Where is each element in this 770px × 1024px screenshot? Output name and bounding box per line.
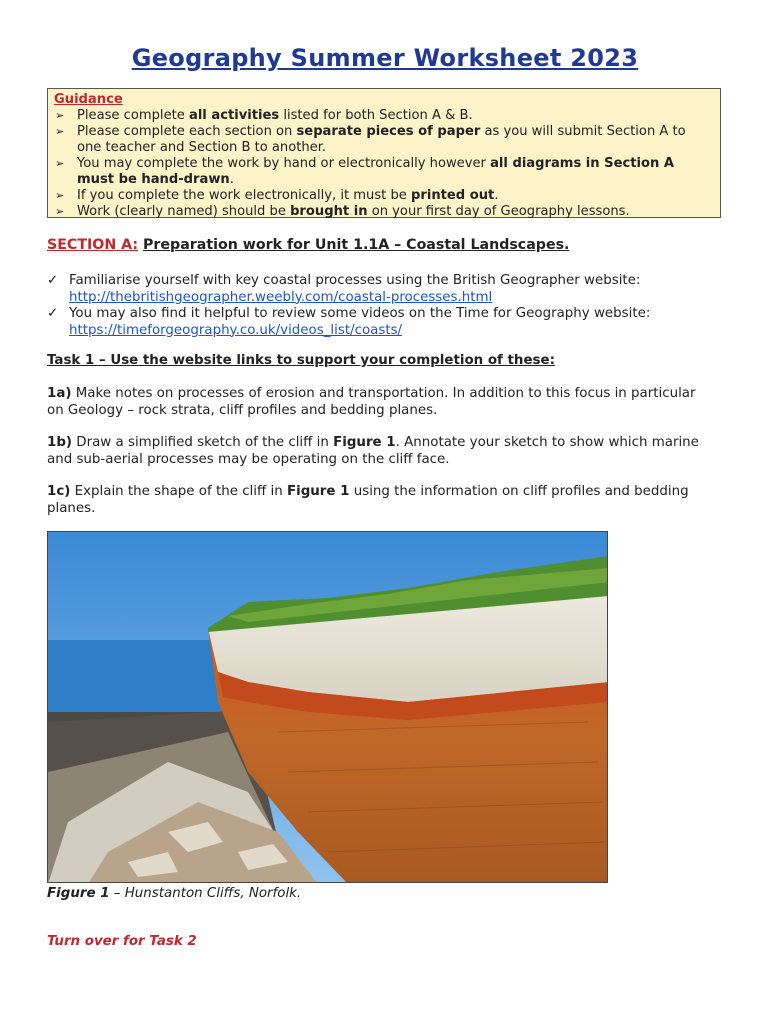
guidance-item: ➢ Please complete all activities listed for both Section A & B. bbox=[55, 108, 473, 123]
arrow-bullet-icon: ➢ bbox=[55, 109, 65, 122]
resource-checklist bbox=[47, 273, 737, 339]
arrow-bullet-icon: ➢ bbox=[55, 189, 65, 202]
task-1a: 1a) Make notes on processes of erosion and transportation. In addition to this focus in particular on Geology – rock strata, cliff profiles and bedding planes. bbox=[47, 386, 696, 418]
guidance-item: ➢ You may complete the work by hand or electronically however all diagrams in Section A must be hand-drawn. bbox=[55, 156, 675, 187]
section-a-label: SECTION A: bbox=[47, 237, 139, 253]
task-1c: 1c) Explain the shape of the cliff in Figure 1 using the information on cliff profiles and bedding planes. bbox=[47, 484, 689, 516]
british-geographer-link[interactable]: http://thebritishgeographer.weebly.com/coastal-processes.html bbox=[69, 289, 493, 305]
arrow-bullet-icon: ➢ bbox=[55, 125, 65, 138]
guidance-box bbox=[47, 88, 721, 218]
checkmark-icon: ✓ bbox=[47, 306, 59, 321]
cliff-photo bbox=[47, 531, 608, 883]
section-a-title: Preparation work for Unit 1.1A – Coastal Landscapes. bbox=[143, 237, 570, 253]
cliff-illustration bbox=[48, 532, 608, 883]
task-1b: 1b) Draw a simplified sketch of the cliff in Figure 1. Annotate your sketch to show which marine and sub-aerial processes may be operating on the cliff face. bbox=[47, 435, 699, 467]
guidance-list bbox=[54, 108, 714, 220]
task1-heading: Task 1 – Use the website links to support your completion of these: bbox=[47, 353, 555, 368]
guidance-item: ➢ If you complete the work electronically, it must be printed out. bbox=[55, 188, 499, 203]
page-title: Geography Summer Worksheet 2023 bbox=[131, 44, 639, 72]
checklist-item: ✓ Familiarise yourself with key coastal processes using the British Geographer website: http://thebritishgeographer.weebly.com/coastal-processes.html bbox=[47, 273, 641, 305]
turn-over-note: Turn over for Task 2 bbox=[47, 934, 197, 949]
guidance-heading: Guidance bbox=[54, 92, 123, 107]
guidance-item: ➢ Please complete each section on separate pieces of paper as you will submit Section A to one teacher and Section B to another. bbox=[55, 124, 686, 155]
time-for-geography-link[interactable]: https://timeforgeography.co.uk/videos_list/coasts/ bbox=[69, 322, 403, 338]
figure-caption: Figure 1 – Hunstanton Cliffs, Norfolk. bbox=[47, 886, 302, 901]
checklist-item: ✓ You may also find it helpful to review some videos on the Time for Geography website: https://timeforgeography.co.uk/videos_list/coasts/ bbox=[47, 306, 651, 338]
section-a-heading bbox=[47, 237, 569, 253]
arrow-bullet-icon: ➢ bbox=[55, 205, 65, 218]
checkmark-icon: ✓ bbox=[47, 273, 59, 288]
arrow-bullet-icon: ➢ bbox=[55, 157, 65, 170]
guidance-item: ➢ Work (clearly named) should be brought in on your first day of Geography lessons. bbox=[55, 204, 630, 219]
